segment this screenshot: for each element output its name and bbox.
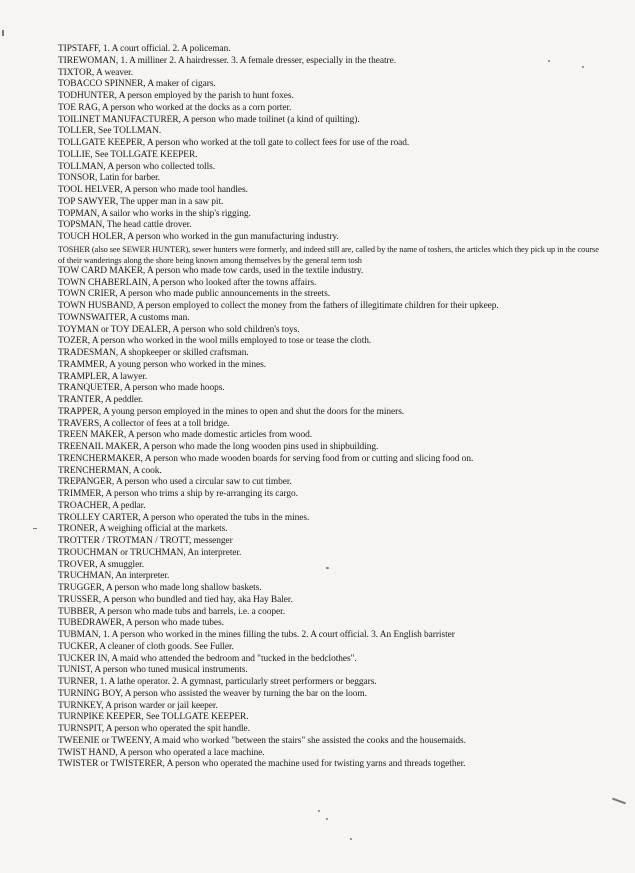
- list-item: TUBBER, A person who made tubs and barrels, i.e. a cooper.: [58, 606, 286, 617]
- list-item: TOLLGATE KEEPER, A person who worked at the toll gate to collect fees for use of the road.: [58, 138, 410, 148]
- list-item: TUCKER, A cleaner of cloth goods. See Fuller.: [58, 641, 234, 652]
- scan-speck: [318, 810, 320, 812]
- list-item: TRENCHERMAKER, A person who made wooden boards for serving food from or cutting and slicing food on.: [58, 453, 474, 464]
- scan-speck: [582, 66, 584, 68]
- list-item: TOLLIE, See TOLLGATE KEEPER.: [58, 149, 198, 160]
- list-item: TURNSPIT, A person who operated the spit handle.: [58, 724, 250, 735]
- list-item: TRENCHERMAN, A cook.: [58, 465, 162, 476]
- list-item: TOP SAWYER, The upper man in a saw pit.: [58, 196, 224, 207]
- list-item: TURNKEY, A prison warder or jail keeper.: [58, 700, 218, 711]
- list-item: TUCKER IN, A maid who attended the bedroom and "tucked in the bedclothes".: [58, 653, 357, 664]
- list-item: TOWN CRIER, A person who made public announcements in the streets.: [58, 289, 330, 300]
- list-item: TOWN CHABERLAIN, A person who looked after the towns affairs.: [58, 277, 317, 288]
- list-item: TOBACCO SPINNER, A maker of cigars.: [58, 79, 216, 90]
- list-item: TROLLEY CARTER, A person who operated the tubs in the mines.: [58, 512, 310, 523]
- list-item: TIREWOMAN, 1. A milliner 2. A hairdresser. 3. A female dresser, especially in the theatre.: [58, 55, 397, 66]
- list-item: TRUCHMAN, An interpreter.: [58, 571, 170, 582]
- list-item: TODHUNTER, A person employed by the parish to hunt foxes.: [58, 91, 294, 101]
- list-item: TREEN MAKER, A person who made domestic articles from wood.: [58, 430, 313, 441]
- list-item: TOWN HUSBAND, A person employed to collect the money from the fathers of illegitimate children for their upkeep.: [58, 301, 499, 312]
- list-item: TREPANGER, A person who used a circular saw to cut timber.: [58, 477, 292, 488]
- list-item: TOSHER (also see SEWER HUNTER), sewer hunters were formerly, and indeed still are, called by the name of toshers, the articles which they pick up in the course of their wanderings along the shore being known among themselves by the general term tosh: [58, 244, 599, 265]
- list-item: TOPMAN, A sailor who works in the ship's rigging.: [58, 208, 251, 219]
- list-item: TRIMMER, A person who trims a ship by re-arranging its cargo.: [58, 489, 298, 500]
- scan-speck: [33, 528, 37, 529]
- scan-speck: [2, 30, 4, 36]
- list-item: TOPSMAN, The head cattle drover.: [58, 220, 192, 231]
- list-item: TROACHER, A pedlar.: [58, 500, 146, 511]
- list-item: TROVER, A smuggler.: [58, 559, 145, 570]
- list-item: TRANTER, A peddler.: [58, 395, 143, 406]
- list-item: TOLLER, See TOLLMAN.: [58, 126, 162, 137]
- glossary-list: [58, 44, 613, 771]
- list-item: TRAVERS, A collector of fees at a toll bridge.: [58, 418, 230, 429]
- list-item: TOW CARD MAKER, A person who made tow cards, used in the textile industry.: [58, 265, 364, 276]
- list-item: TOZER, A person who worked in the wool mills employed to tose or tease the cloth.: [58, 336, 372, 347]
- list-item: TROTTER / TROTMAN / TROTT, messenger: [58, 536, 233, 547]
- list-item: TREENAIL MAKER, A person who made the long wooden pins used in shipbuilding.: [58, 442, 379, 453]
- list-item: TROUCHMAN or TRUCHMAN, An interpreter.: [58, 547, 242, 558]
- list-item: TIXTOR, A weaver.: [58, 67, 134, 78]
- list-item: TOOL HELVER, A person who made tool handles.: [58, 185, 248, 195]
- list-item: TUBEDRAWER, A person who made tubes.: [58, 618, 224, 629]
- list-item: TWEENIE or TWEENY, A maid who worked "between the stairs" she assisted the cooks and the housemaids.: [58, 735, 466, 746]
- list-item: TOWNSWAITER, A customs man.: [58, 312, 190, 323]
- list-item: TRANQUETER, A person who made hoops.: [58, 383, 225, 394]
- list-item: TUBMAN, 1. A person who worked in the mines filling the tubs. 2. A court official. 3. An English barrister: [58, 630, 455, 641]
- list-item: TOILINET MANUFACTURER, A person who made toilinet (a kind of quilting).: [58, 114, 360, 125]
- scan-speck: [326, 818, 328, 820]
- list-item: TOUCH HOLER, A person who worked in the gun manufacturing industry.: [58, 232, 339, 242]
- scan-speck: [548, 60, 550, 62]
- list-item: TUNIST, A person who tuned musical instruments.: [58, 665, 248, 676]
- scan-speck: [612, 798, 626, 805]
- list-item: TRAMPLER, A lawyer.: [58, 371, 148, 382]
- list-item: TOE RAG, A person who worked at the docks as a corn porter.: [58, 102, 292, 113]
- list-item: TOLLMAN, A person who collected tolls.: [58, 161, 216, 172]
- list-item: TONSOR, Latin for barber.: [58, 173, 160, 184]
- scan-speck: [326, 567, 329, 569]
- list-item: TWISTER or TWISTERER, A person who operated the machine used for twisting yarns and threads together.: [58, 759, 466, 770]
- list-item: TRUSSER, A person who bundled and tied hay, aka Hay Baler.: [58, 594, 293, 605]
- list-item: TIPSTAFF, 1. A court official. 2. A policeman.: [58, 44, 231, 54]
- list-item: TRAPPER, A young person employed in the mines to open and shut the doors for the miners.: [58, 406, 405, 417]
- list-item: TRUGGER, A person who made long shallow baskets.: [58, 583, 262, 594]
- list-item: TWIST HAND, A person who operated a lace machine.: [58, 747, 265, 758]
- scan-speck: [350, 838, 352, 840]
- list-item: TOYMAN or TOY DEALER, A person who sold children's toys.: [58, 324, 300, 335]
- list-item: TRAMMER, A young person who worked in the mines.: [58, 359, 267, 370]
- list-item: TRADESMAN, A shopkeeper or skilled craftsman.: [58, 348, 249, 359]
- list-item: TURNER, 1. A lathe operator. 2. A gymnast, particularly street performers or beggars.: [58, 677, 377, 688]
- list-item: TURNING BOY, A person who assisted the weaver by turning the bar on the loom.: [58, 688, 367, 699]
- list-item: TURNPIKE KEEPER, See TOLLGATE KEEPER.: [58, 712, 249, 723]
- list-item: TRONER, A weighing official at the markets.: [58, 524, 228, 535]
